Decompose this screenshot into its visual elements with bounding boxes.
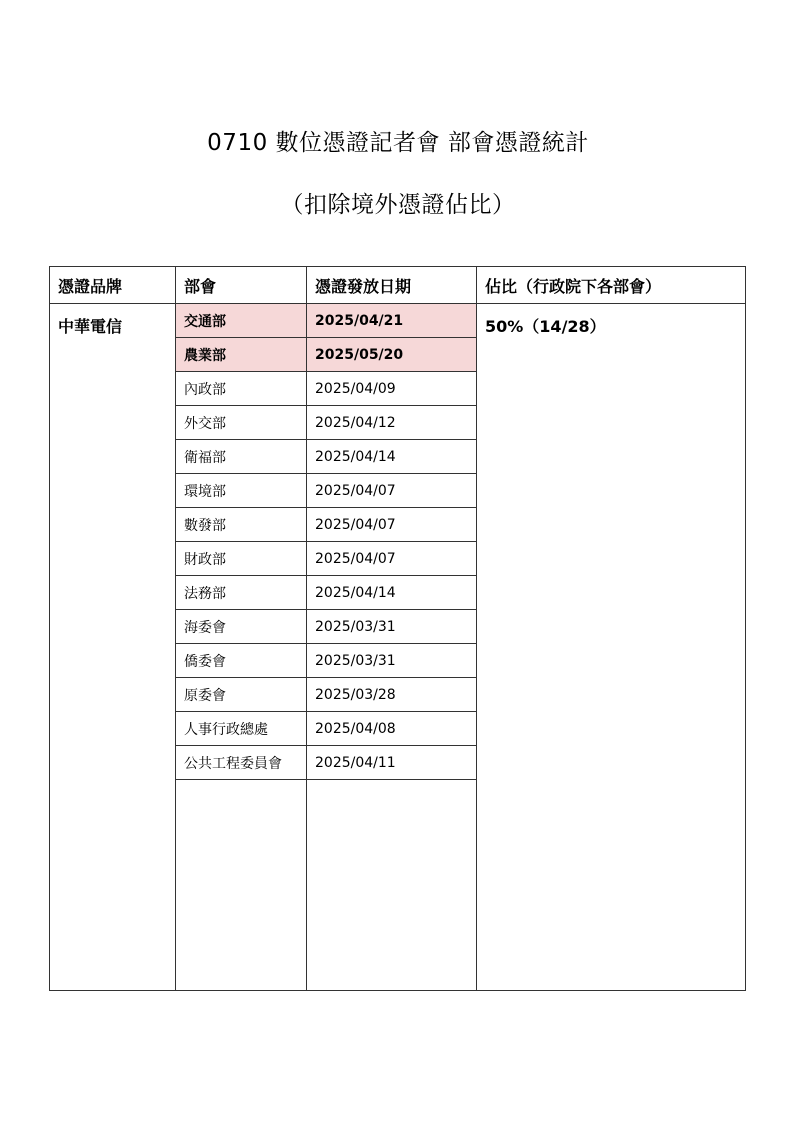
- issue-date-cell: 2025/04/14: [307, 576, 477, 610]
- empty-date-cell: [307, 780, 477, 991]
- issue-date-cell: 2025/04/07: [307, 542, 477, 576]
- page-subtitle: （扣除境外憑證佔比）: [280, 192, 516, 218]
- issue-date-cell: 2025/04/07: [307, 508, 477, 542]
- header-issue-date: 憑證發放日期: [307, 267, 477, 304]
- ministry-cell: 僑委會: [176, 644, 307, 678]
- table-row: [50, 304, 746, 338]
- ministry-cell: 環境部: [176, 474, 307, 508]
- ministry-cell: 農業部: [176, 338, 307, 372]
- issue-date-cell: 2025/04/21: [307, 304, 477, 338]
- ministry-cell: 財政部: [176, 542, 307, 576]
- ministry-cell: 內政部: [176, 372, 307, 406]
- table-body: [50, 304, 746, 991]
- issue-date-cell: 2025/05/20: [307, 338, 477, 372]
- header-ratio: 佔比（行政院下各部會）: [477, 267, 746, 304]
- issue-date-cell: 2025/03/28: [307, 678, 477, 712]
- header-ministry: 部會: [176, 267, 307, 304]
- page-title: 0710 數位憑證記者會 部會憑證統計: [207, 130, 589, 156]
- header-brand: 憑證品牌: [50, 267, 176, 304]
- table-header-row: [50, 267, 746, 304]
- ministry-cell: 法務部: [176, 576, 307, 610]
- ministry-cell: 公共工程委員會: [176, 746, 307, 780]
- issue-date-cell: 2025/04/07: [307, 474, 477, 508]
- issue-date-cell: 2025/03/31: [307, 610, 477, 644]
- issue-date-cell: 2025/04/11: [307, 746, 477, 780]
- ministry-cell: 數發部: [176, 508, 307, 542]
- issue-date-cell: 2025/04/12: [307, 406, 477, 440]
- ministry-cell: 外交部: [176, 406, 307, 440]
- issue-date-cell: 2025/04/08: [307, 712, 477, 746]
- ministry-cell: 衛福部: [176, 440, 307, 474]
- ministry-cell: 原委會: [176, 678, 307, 712]
- issue-date-cell: 2025/04/14: [307, 440, 477, 474]
- empty-ministry-cell: [176, 780, 307, 991]
- issue-date-cell: 2025/03/31: [307, 644, 477, 678]
- certificate-stats-table: [49, 266, 746, 991]
- ministry-cell: 人事行政總處: [176, 712, 307, 746]
- ministry-cell: 交通部: [176, 304, 307, 338]
- brand-cell: 中華電信: [50, 304, 176, 991]
- issue-date-cell: 2025/04/09: [307, 372, 477, 406]
- ministry-cell: 海委會: [176, 610, 307, 644]
- ratio-cell: 50%（14/28）: [477, 304, 746, 991]
